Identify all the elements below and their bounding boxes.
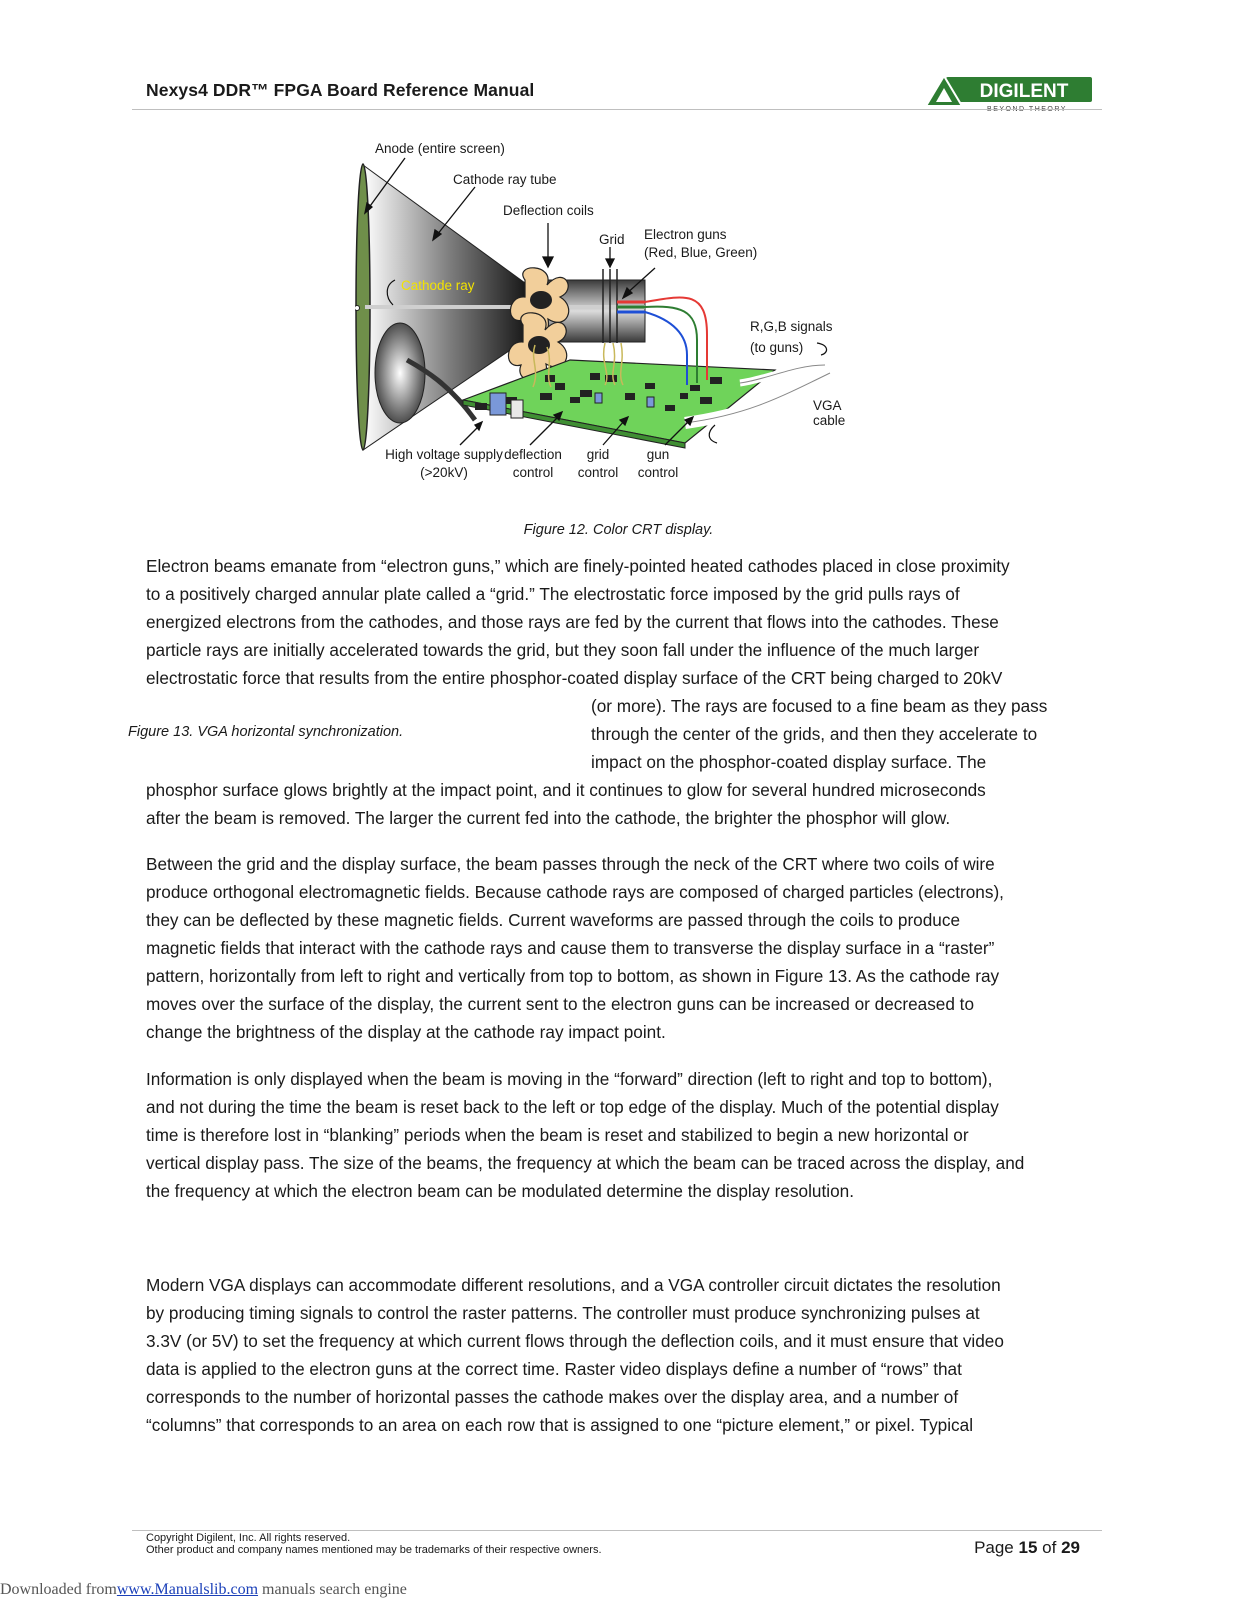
crt-diagram [355,135,915,495]
text-line: the frequency at which the electron beam can be modulated determine the display resolution. [146,1181,854,1201]
label-crt: Cathode ray tube [453,172,557,187]
text-line: moves over the surface of the display, the current sent to the electron guns can be increased or decreased to [146,994,975,1014]
text-line: phosphor surface glows brightly at the impact point, and it continues to glow for several hundred microseconds [146,780,986,800]
text-line: they can be deflected by these magnetic fields. Current waveforms are passed through the coils to produce [146,910,960,930]
text-line: after the beam is removed. The larger the current fed into the cathode, the brighter the phosphor will glow. [146,808,951,828]
manualslib-link[interactable]: www.Manualslib.com [116,1581,259,1598]
text-line: by producing timing signals to control the raster patterns. The controller must produce synchronizing pulses at [146,1303,980,1323]
page-number [974,1538,1080,1558]
text-line: magnetic fields that interact with the cathode rays and cause them to transverse the display surface in a “raster” [146,938,995,958]
text-line: change the brightness of the display at the cathode ray impact point. [146,1022,666,1042]
label-gun-control: gun [646,447,670,462]
page-total: 29 [1061,1538,1080,1557]
page-current: 15 [1018,1538,1038,1557]
header-divider [132,109,1102,110]
download-suffix: manuals search engine [258,1581,407,1598]
label-gun-control-2: control [637,465,679,480]
label-electron-guns-colors: (Red, Blue, Green) [644,245,758,260]
footer-copyright [146,1532,602,1556]
text-line: produce orthogonal electromagnetic fields. Because cathode rays are composed of charged particles (electrons), [146,882,1004,902]
label-anode: Anode (entire screen) [375,141,505,156]
crt-figure [355,135,915,495]
text-line: corresponds to the number of horizontal passes the cathode makes over the display area, and a number of [146,1387,959,1407]
text-line: particle rays are initially accelerated towards the grid, but they soon fall under the influence of the much larger [146,640,980,660]
text-line: vertical display pass. The size of the beams, the frequency at which the beam can be traced across the display, and [146,1153,1025,1173]
page-of: of [1042,1538,1057,1557]
label-vga: VGA [813,398,842,413]
text-line: Information is only displayed when the beam is moving in the “forward” direction (left to right and top to bottom), [146,1069,993,1089]
paragraph-vga-resolutions [146,1271,1088,1439]
label-deflection-control: deflection [504,447,562,462]
text-line: (or more). The rays are focused to a fine beam as they pass [591,696,1048,716]
label-deflection-coils: Deflection coils [503,203,594,218]
label-rgb-signals: R,G,B signals [750,319,833,334]
figure12-caption: Figure 12. Color CRT display. [523,522,714,538]
label-grid-control: grid [586,447,610,462]
text-line: impact on the phosphor-coated display surface. The [591,752,987,772]
figure13-caption: Figure 13. VGA horizontal synchronization. [128,724,404,740]
anode-cup [375,323,425,423]
footer-divider [132,1530,1102,1531]
text-line: Between the grid and the display surface, the beam passes through the neck of the CRT where two coils of wire [146,854,995,874]
label-high-voltage-value: (>20kV) [420,465,468,480]
text-line: energized electrons from the cathodes, and those rays are fed by the current that flows into the cathodes. These [146,612,999,632]
document-title: Nexys4 DDR™ FPGA Board Reference Manual [146,80,535,100]
paragraph-blanking [146,1065,1088,1205]
text-line: data is applied to the electron guns at the correct time. Raster video displays define a number of “rows” that [146,1359,962,1379]
text-line: 3.3V (or 5V) to set the frequency at which current flows through the deflection coils, and it must ensure that video [146,1331,1004,1351]
download-prefix: Downloaded from [0,1581,117,1598]
download-banner [0,1581,407,1599]
text-line: time is therefore lost in “blanking” periods when the beam is reset and stabilized to begin a new horizontal or [146,1125,969,1145]
label-electron-guns: Electron guns [644,227,727,242]
label-vga-cable: cable [813,413,846,428]
paragraph-electron-beams [146,552,1088,832]
text-line: to a positively charged annular plate called a “grid.” The electrostatic force imposed by the grid pulls rays of [146,584,960,604]
label-deflection-control-2: control [512,465,554,480]
text-line: pattern, horizontally from left to right and vertically from top to bottom, as shown in Figure 13. As the cathode ray [146,966,1000,986]
digilent-logo [924,74,1094,114]
text-line: through the center of the grids, and then they accelerate to [591,724,1038,744]
label-cathode-ray: Cathode ray [401,278,475,293]
text-line: and not during the time the beam is reset back to the left or top edge of the display. Much of the potential display [146,1097,999,1117]
text-line: “columns” that corresponds to an area on each row that is assigned to one “picture element,” or pixel. Typical [146,1415,974,1435]
logo-wordmark: DIGILENT [979,81,1069,102]
label-high-voltage: High voltage supply [385,447,503,462]
text-line: Modern VGA displays can accommodate different resolutions, and a VGA controller circuit dictates the resolution [146,1275,1001,1295]
trademark-line: Other product and company names mentioned may be trademarks of their respective owners. [146,1544,602,1556]
paragraph-deflection [146,850,1088,1046]
copyright-line: Copyright Digilent, Inc. All rights reserved. [146,1532,351,1544]
label-grid-control-2: control [577,465,619,480]
label-rgb-to-guns: (to guns) [750,340,804,355]
label-grid: Grid [599,232,625,247]
page-prefix: Page [974,1538,1014,1557]
text-line: Electron beams emanate from “electron guns,” which are finely-pointed heated cathodes placed in close proximity [146,556,1010,576]
text-line: electrostatic force that results from the entire phosphor-coated display surface of the CRT being charged to 20kV [146,668,1003,688]
